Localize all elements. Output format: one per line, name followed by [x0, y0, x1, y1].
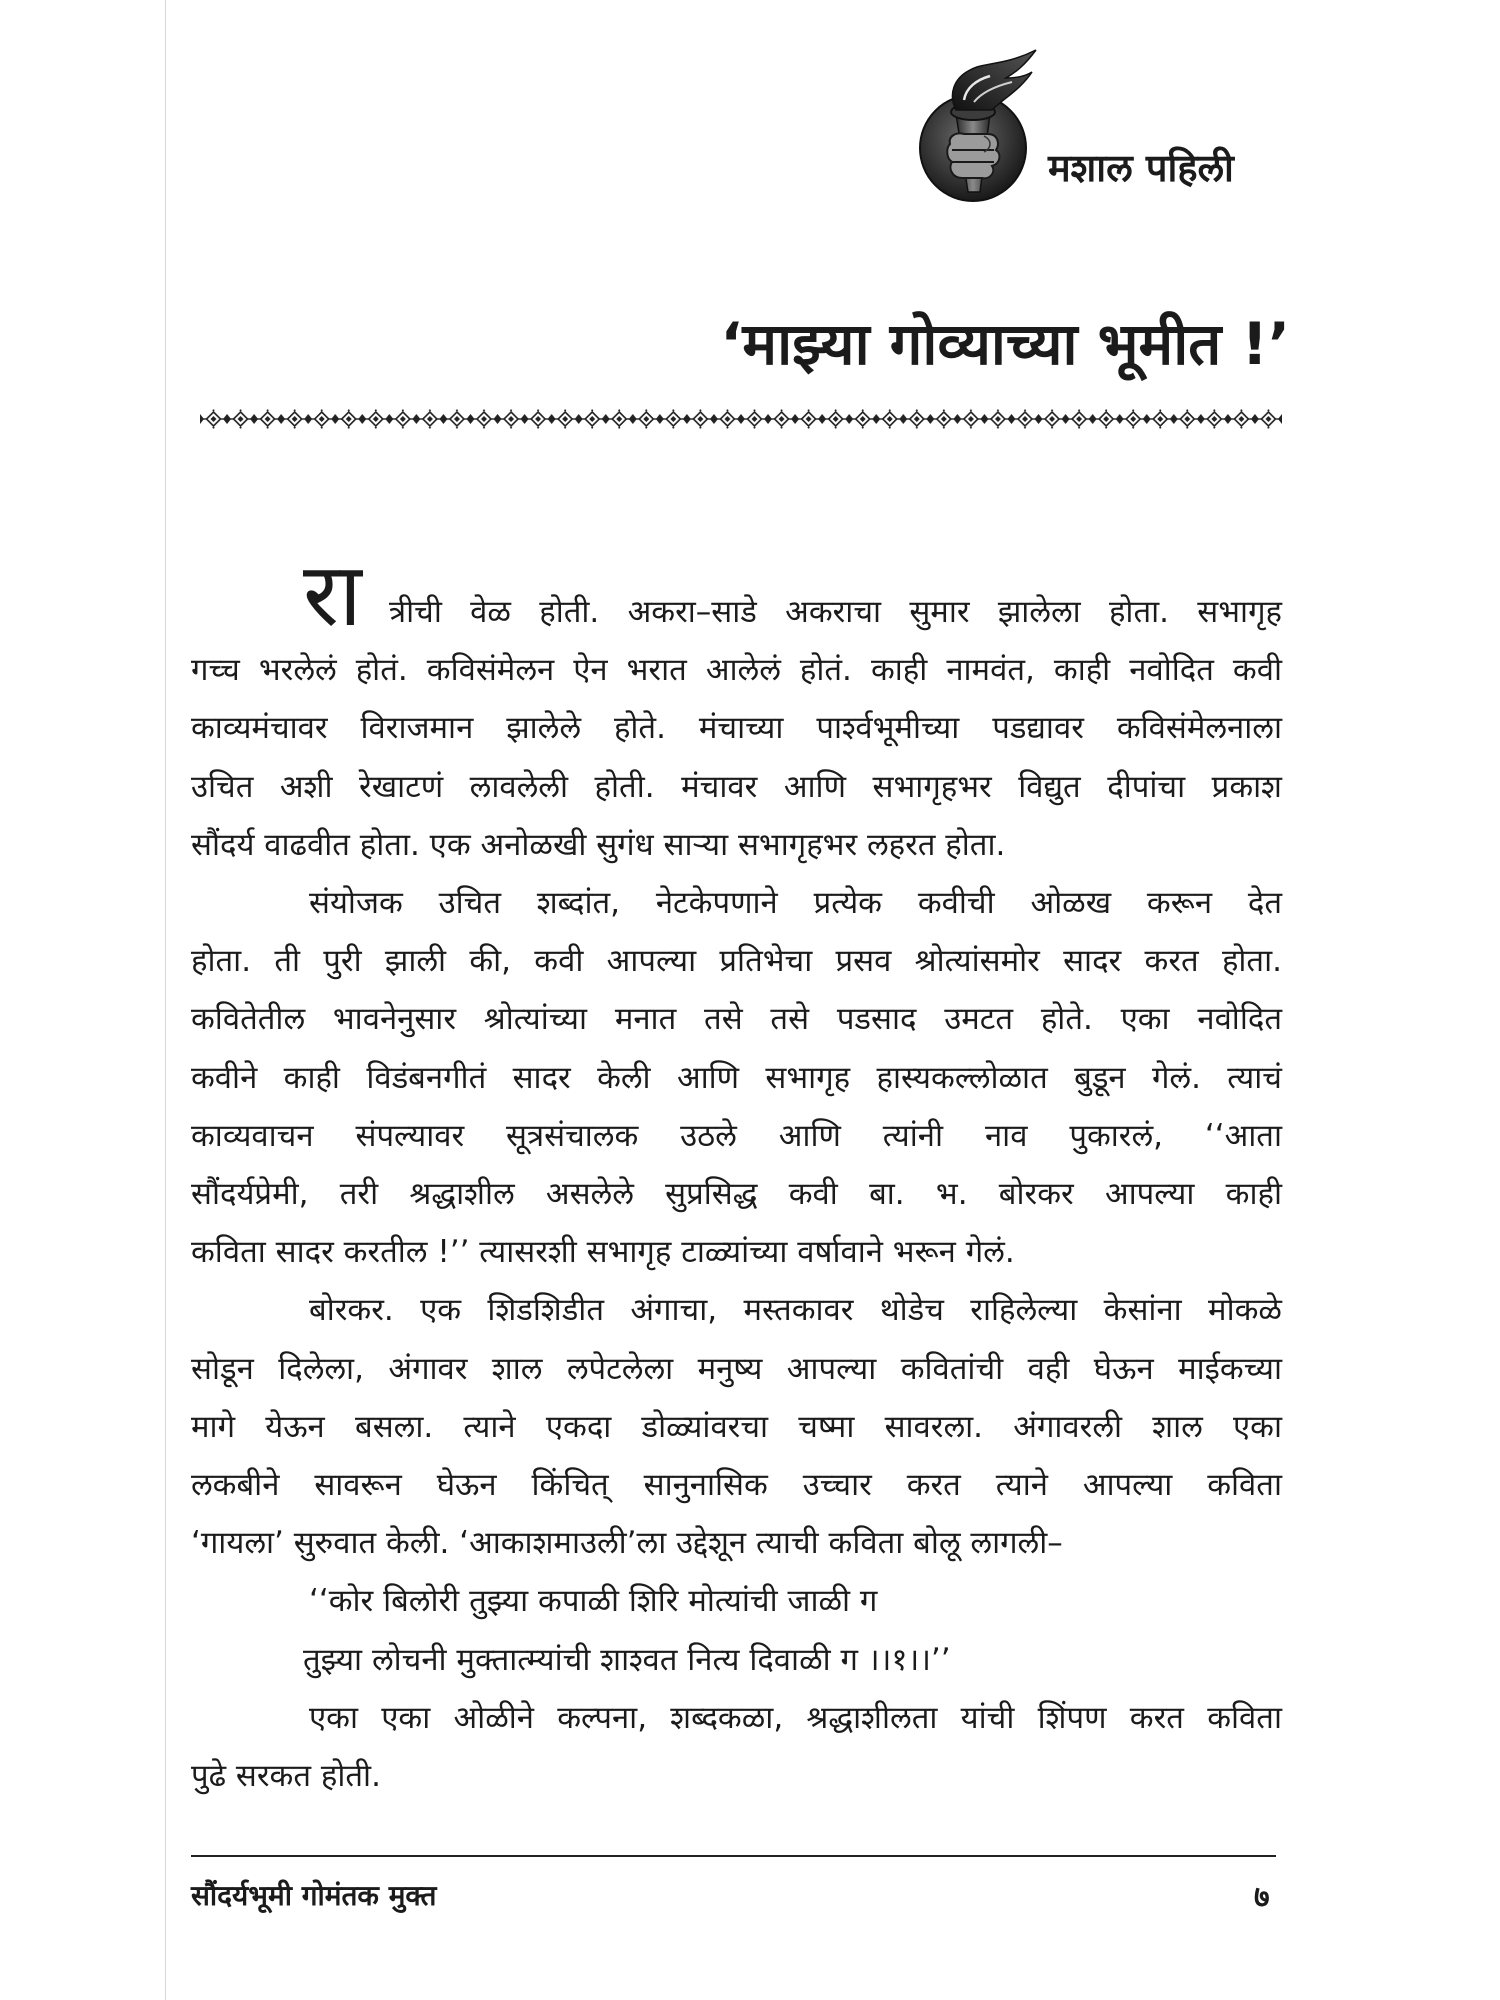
body-text-line: कविता सादर करतील !’’ त्यासरशी सभागृह टाळ्यांच्या वर्षावाने भरून गेलं. [191, 1234, 1015, 1271]
running-footer-title: सौंदर्यभूमी गोमंतक मुक्त [191, 1879, 437, 1912]
body-text-line: बोरकर. एक शिडशिडीत अंगाचा, मस्तकावर थोडेच राहिलेल्या केसांना मोकळे [309, 1292, 1282, 1329]
paragraph [191, 1281, 1282, 1572]
body-text-line: काव्यमंचावर विराजमान झालेले होते. मंचाच्या पार्श्वभूमीच्या पडद्यावर कविसंमेलनाला [191, 710, 1282, 747]
body-text-line: उचित अशी रेखाटणं लावलेली होती. मंचावर आणि सभागृहभर विद्युत दीपांचा प्रकाश [191, 768, 1282, 805]
chapter-label: मशाल पहिली [1048, 146, 1234, 190]
paragraph [191, 543, 1282, 874]
verse-quote [191, 1572, 1282, 1688]
body-text [191, 543, 1282, 1805]
body-text-line: काव्यवाचन संपल्यावर सूत्रसंचालक उठले आणि त्यांनी नाव पुकारलं, ‘‘आता [191, 1117, 1282, 1154]
paragraph [191, 874, 1282, 1281]
footer-rule [191, 1855, 1276, 1857]
body-text-line: ‘गायला’ सुरुवात केली. ‘आकाशमाउली’ला उद्देशून त्याची कविता बोलू लागली– [191, 1525, 1063, 1562]
body-text-line: सोडून दिलेला, अंगावर शाल लपेटलेला मनुष्य आपल्या कवितांची वही घेऊन माईकच्या [191, 1350, 1282, 1387]
chapter-title: ‘माझ्या गोव्याच्या भूमीत !’ [720, 310, 1290, 378]
body-text-line: गच्च भरलेलं होतं. कविसंमेलन ऐन भरात आलेलं होतं. काही नामवंत, काही नवोदित कवी [191, 652, 1282, 689]
body-text-line: पुढे सरकत होती. [191, 1758, 381, 1795]
page-edge [165, 0, 166, 2000]
torch-icon [912, 40, 1042, 230]
body-text-line: एका एका ओळीने कल्पना, शब्दकळा, श्रद्धाशीलता यांची शिंपण करत कविता [309, 1699, 1282, 1736]
body-text-line: सौंदर्य वाढवीत होता. एक अनोळखी सुगंध साऱ्या सभागृहभर लहरत होता. [191, 826, 1006, 863]
ornamental-divider [200, 409, 1282, 429]
body-text-line [191, 543, 1282, 646]
paragraph [191, 1689, 1282, 1805]
drop-cap: रा [303, 543, 362, 646]
body-text-line: संयोजक उचित शब्दांत, नेटकेपणाने प्रत्येक कवीची ओळख करून देत [309, 885, 1282, 922]
body-text-line: मागे येऊन बसला. त्याने एकदा डोळ्यांवरचा चष्मा सावरला. अंगावरली शाल एका [191, 1408, 1282, 1445]
body-text-line: कवीने काही विडंबनगीतं सादर केली आणि सभागृह हास्यकल्लोळात बुडून गेलं. त्याचं [191, 1059, 1282, 1096]
body-text-line: कवितेतील भावनेनुसार श्रोत्यांच्या मनात तसे तसे पडसाद उमटत होते. एका नवोदित [191, 1001, 1282, 1038]
body-text-line-content: त्रीची वेळ होती. अकरा–साडे अकराचा सुमार झालेला होता. सभागृह [389, 594, 1282, 630]
body-text-line: लकबीने सावरून घेऊन किंचित् सानुनासिक उच्चार करत त्याने आपल्या कविता [191, 1467, 1282, 1504]
page-number: ७ [1254, 1880, 1270, 1915]
verse-line: तुझ्या लोचनी मुक्तात्म्यांची शाश्वत नित्य दिवाळी ग ।।१।।’’ [303, 1641, 951, 1678]
body-text-line: होता. ती पुरी झाली की, कवी आपल्या प्रतिभेचा प्रसव श्रोत्यांसमोर सादर करत होता. [191, 943, 1282, 980]
verse-line: ‘‘कोर बिलोरी तुझ्या कपाळी शिरि मोत्यांची जाळी ग [309, 1583, 878, 1620]
body-text-line: सौंदर्यप्रेमी, तरी श्रद्धाशील असलेले सुप्रसिद्ध कवी बा. भ. बोरकर आपल्या काही [191, 1176, 1282, 1213]
